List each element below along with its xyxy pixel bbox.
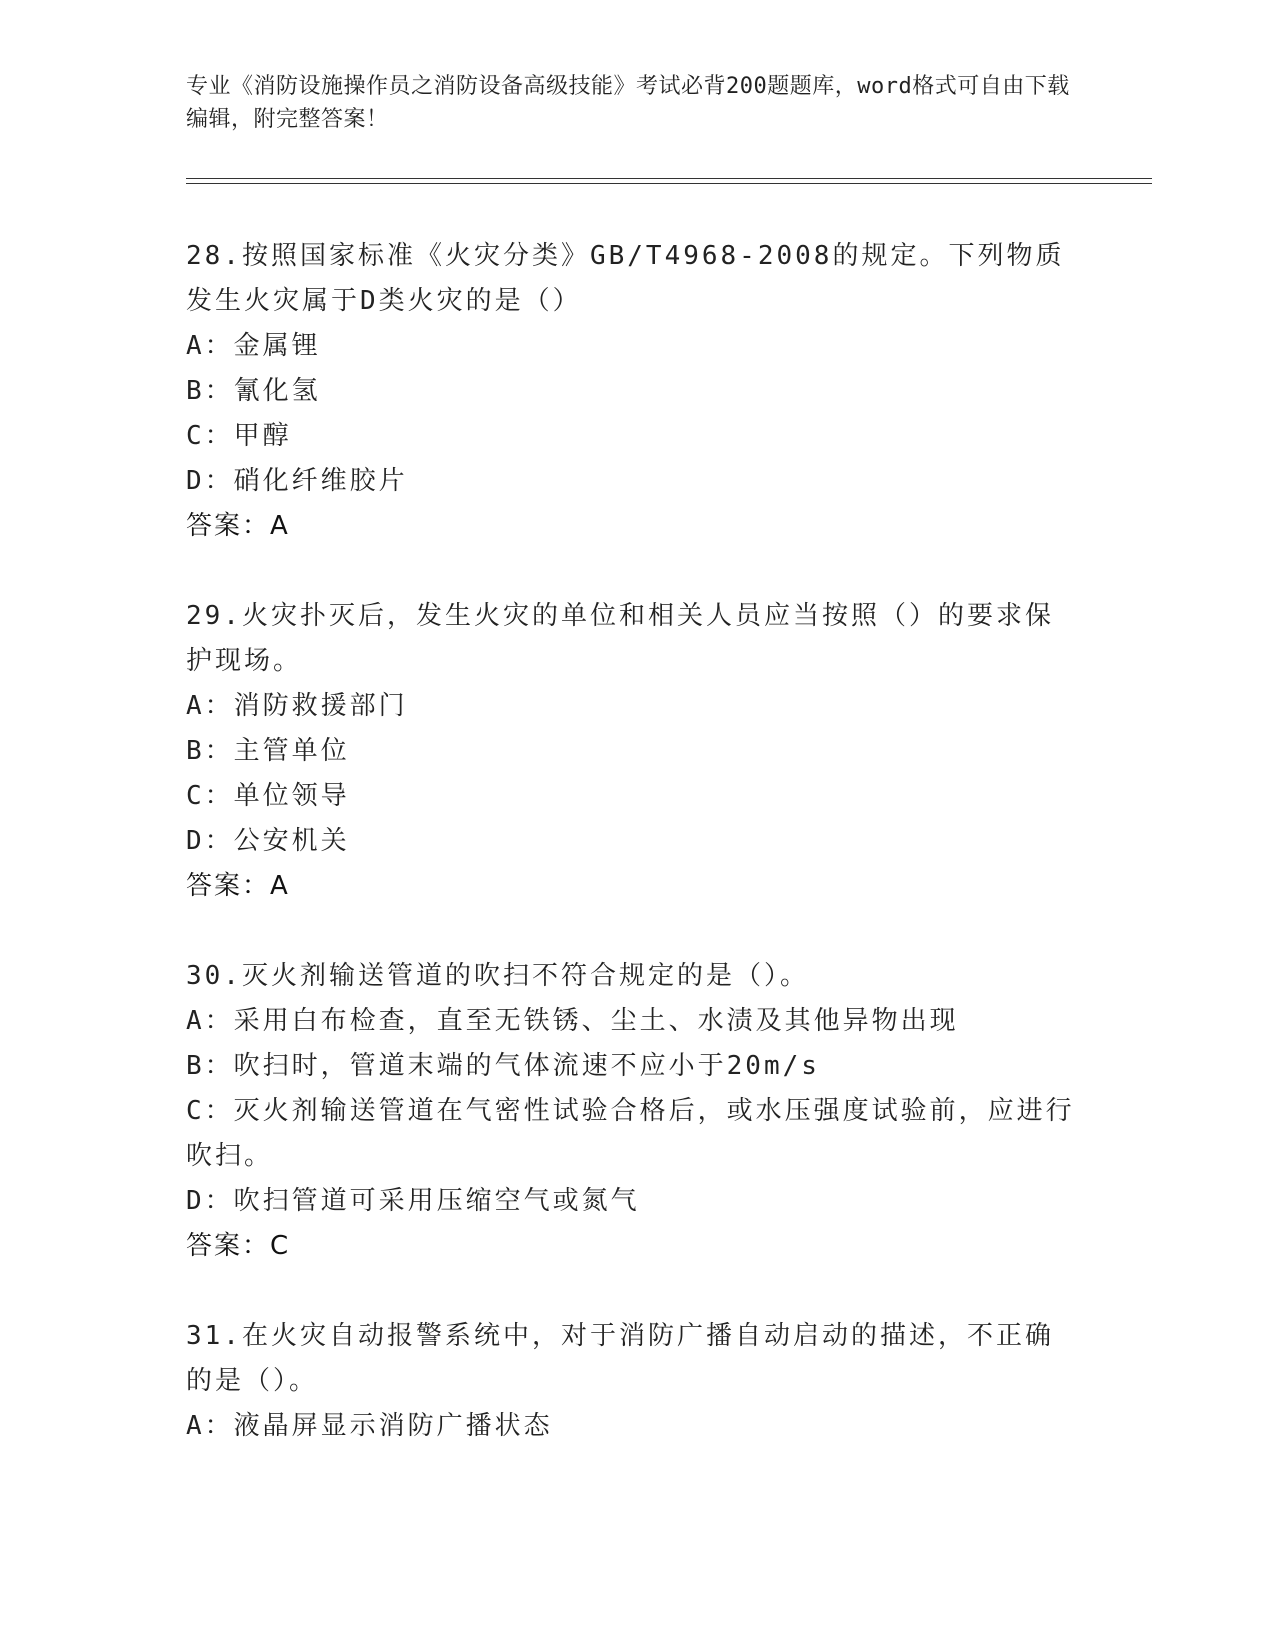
option-a: A：消防救援部门 (186, 691, 408, 721)
question-stem: 30.灭火剂输送管道的吹扫不符合规定的是（）。 (186, 961, 809, 991)
option-d: D：公安机关 (186, 826, 350, 856)
option-a: A：液晶屏显示消防广播状态 (186, 1411, 553, 1441)
answer-line: 答案：A (186, 871, 290, 901)
question-31 (186, 1314, 1076, 1449)
option-b: B：氰化氢 (186, 376, 321, 406)
option-b: B：主管单位 (186, 736, 350, 766)
option-d: D：吹扫管道可采用压缩空气或氮气 (186, 1186, 640, 1216)
question-30 (186, 954, 1076, 1269)
answer-line: 答案：C (186, 1231, 291, 1261)
question-28 (186, 234, 1076, 549)
option-d: D：硝化纤维胶片 (186, 466, 408, 496)
answer-line: 答案：A (186, 511, 290, 541)
option-b: B：吹扫时，管道末端的气体流速不应小于20m/s (186, 1051, 820, 1081)
header-divider-bottom (186, 183, 1152, 184)
question-list (186, 234, 1076, 1494)
option-a: A：金属锂 (186, 331, 321, 361)
header-divider-top (186, 178, 1152, 179)
option-a: A：采用白布检查，直至无铁锈、尘土、水渍及其他异物出现 (186, 1006, 959, 1036)
question-stem: 29.火灾扑灭后，发生火灾的单位和相关人员应当按照（）的要求保护现场。 (186, 601, 1054, 676)
question-stem: 28.按照国家标准《火灾分类》GB/T4968-2008的规定。下列物质发生火灾属于D类火灾的是（） (186, 241, 1065, 316)
question-stem: 31.在火灾自动报警系统中，对于消防广播自动启动的描述，不正确的是（）。 (186, 1321, 1054, 1396)
option-c: C：灭火剂输送管道在气密性试验合格后，或水压强度试验前，应进行吹扫。 (186, 1096, 1075, 1171)
question-29 (186, 594, 1076, 909)
document-header: 专业《消防设施操作员之消防设备高级技能》考试必背200题题库，word格式可自由下载编辑，附完整答案！ (186, 74, 1070, 132)
option-c: C：单位领导 (186, 781, 350, 811)
option-c: C：甲醇 (186, 421, 292, 451)
